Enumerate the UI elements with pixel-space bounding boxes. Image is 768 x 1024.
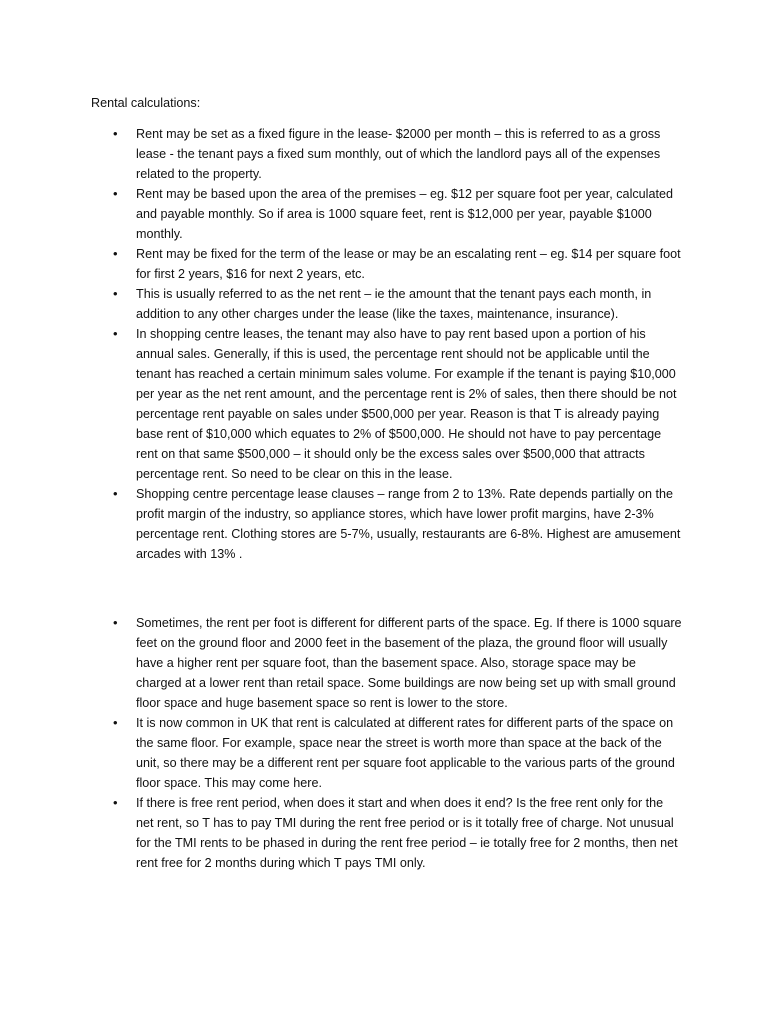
bullet-icon: • — [113, 186, 118, 201]
bullet-item — [0, 484, 684, 564]
bullet-icon: • — [113, 126, 118, 141]
bullet-icon: • — [113, 615, 118, 630]
bullet-text: Rent may be set as a fixed figure in the lease- $2000 per month – this is referred to as a gross lease - the tenant pays a fixed sum monthly, out of which the landlord pays all of the expenses related to the property. — [136, 127, 661, 181]
bullet-text: Sometimes, the rent per foot is different for different parts of the space. Eg. If there is 1000 square feet on the ground floor and 2000 feet in the basement of the plaza, the ground floor will usually have a higher rent per square foot, than the basement space. Also, storage space may be charged at a lower rent than retail space. Some buildings are now being set up with small ground floor space and huge basement space so rent is lower to the store. — [136, 616, 682, 710]
bullet-text: In shopping centre leases, the tenant may also have to pay rent based upon a portion of his annual sales. Generally, if this is used, the percentage rent should not be applicable until the tenant has reached a certain minimum sales volume. For example if the tenant is paying $10,000 per year as the net rent amount, and the percentage rent is 2% of sales, then there should be not percentage rent payable on sales under $500,000 per year. Reason is that T is already paying base rent of $10,000 which equates to 2% of $500,000. He should not have to pay percentage rent on that same $500,000 – it should only be the excess sales over $500,000 that attracts percentage rent. So need to be clear on this in the lease. — [136, 327, 677, 481]
bullet-icon: • — [113, 326, 118, 341]
bullet-icon: • — [113, 246, 118, 261]
bullet-text: Rent may be fixed for the term of the lease or may be an escalating rent – eg. $14 per square foot for first 2 years, $16 for next 2 years, etc. — [136, 247, 681, 281]
bullet-list-section-one — [0, 124, 768, 564]
bullet-text: Shopping centre percentage lease clauses – range from 2 to 13%. Rate depends partially on the profit margin of the industry, so appliance stores, which have lower profit margins, have 2-3% percentage rent. Clothing stores are 5-7%, usually, restaurants are 6-8%. Highest are amusement arcades with 13% . — [136, 487, 681, 561]
bullet-item — [0, 613, 684, 713]
bullet-icon: • — [113, 286, 118, 301]
bullet-item — [0, 124, 684, 184]
bullet-item — [0, 184, 684, 244]
bullet-item — [0, 244, 684, 284]
bullet-text: Rent may be based upon the area of the premises – eg. $12 per square foot per year, calculated and payable monthly. So if area is 1000 square feet, rent is $12,000 per year, payable $1000 monthly. — [136, 187, 673, 241]
bullet-item — [0, 793, 684, 873]
bullet-item — [0, 284, 684, 324]
bullet-icon: • — [113, 486, 118, 501]
bullet-text: This is usually referred to as the net rent – ie the amount that the tenant pays each month, in addition to any other charges under the lease (like the taxes, maintenance, insurance). — [136, 287, 652, 321]
bullet-item — [0, 713, 684, 793]
bullet-list-section-two — [0, 613, 768, 873]
document-title: Rental calculations: — [91, 96, 201, 110]
bullet-text: It is now common in UK that rent is calculated at different rates for different parts of the space on the same floor. For example, space near the street is worth more than space at the back of the unit, so there may be a different rent per square foot applicable to the various parts of the ground floor space. This may come here. — [136, 716, 675, 790]
bullet-icon: • — [113, 795, 118, 810]
bullet-text: If there is free rent period, when does it start and when does it end? Is the free rent only for the net rent, so T has to pay TMI during the rent free period or is it totally free of charge. Not unusual for the TMI rents to be phased in during the rent free period – ie totally free for 2 months, then net rent free for 2 months during which T pays TMI only. — [136, 796, 678, 870]
bullet-icon: • — [113, 715, 118, 730]
bullet-item — [0, 324, 684, 484]
